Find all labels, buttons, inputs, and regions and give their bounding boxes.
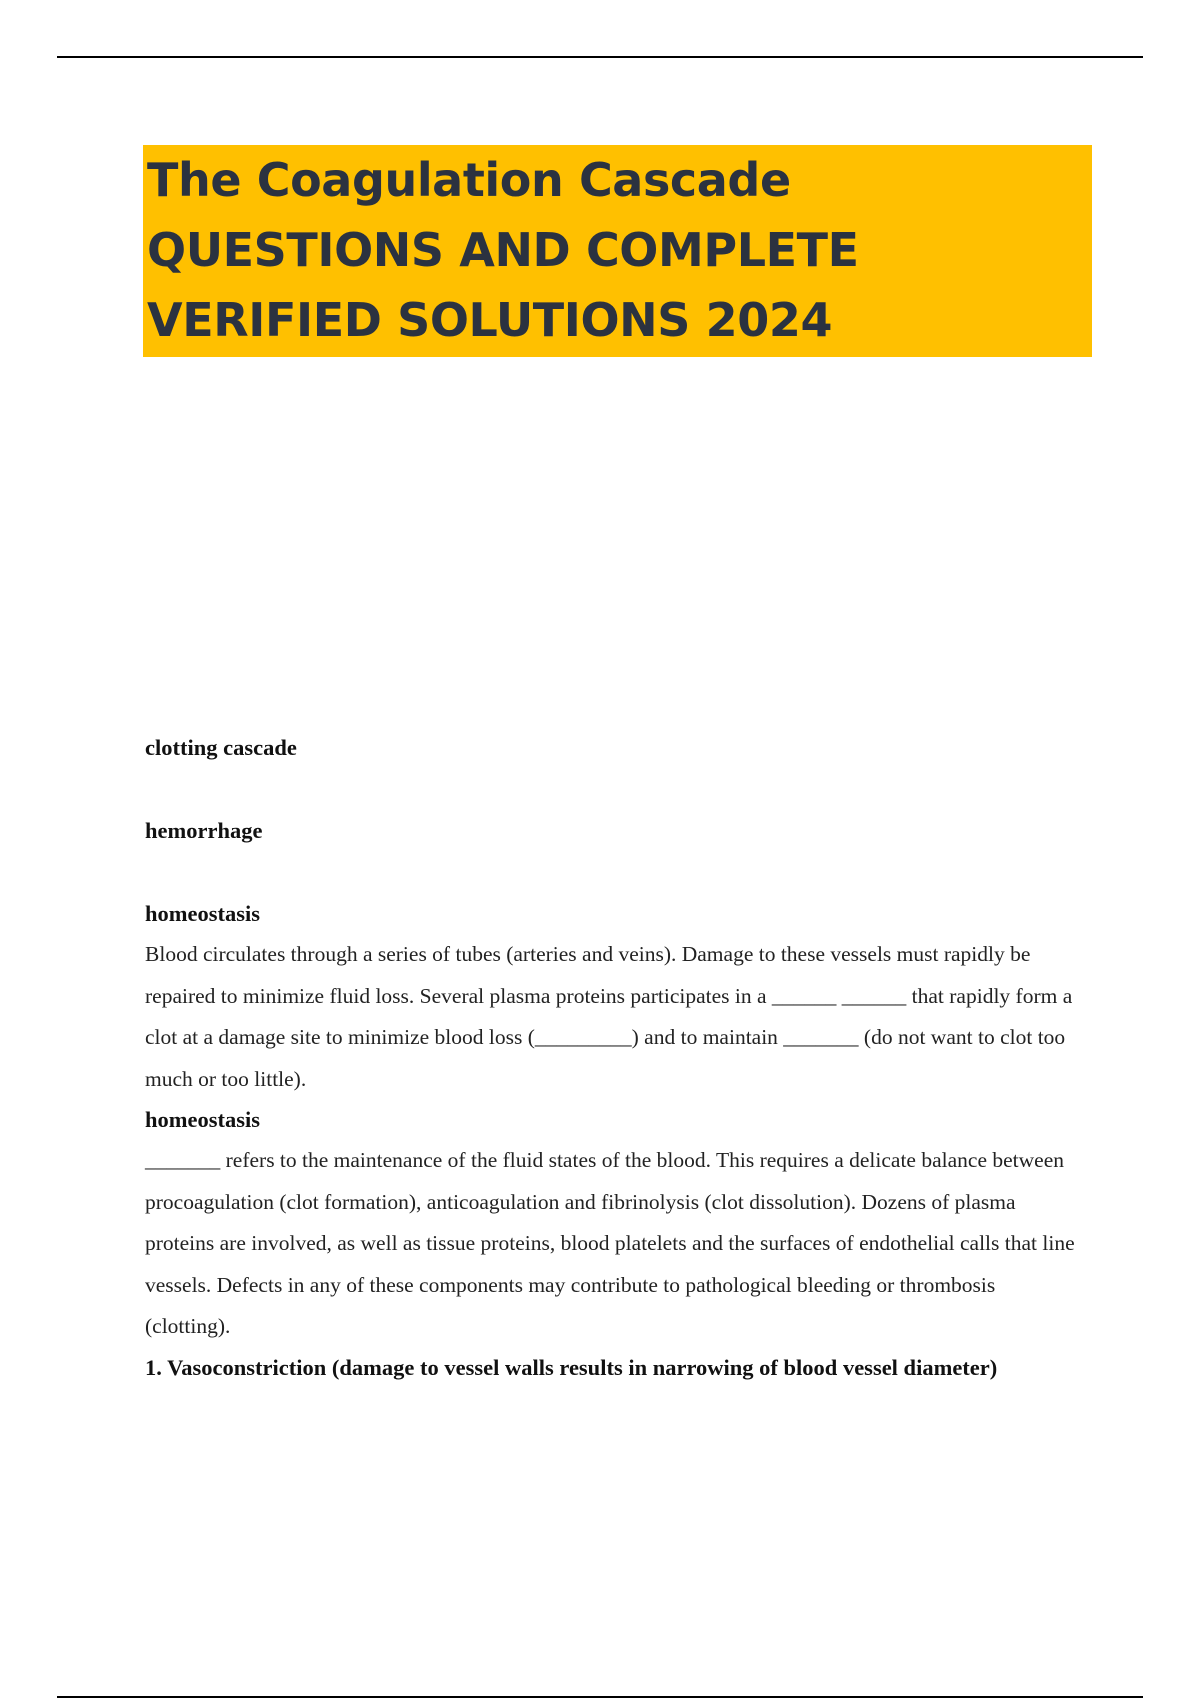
document-body: [145, 728, 1085, 1388]
title-banner: [143, 145, 1092, 357]
definition-homeostasis-1: Blood circulates through a series of tubes (arteries and veins). Damage to these vessels must rapidly be repaired to minimize fluid loss. Several plasma proteins participates in a ______ ______ that rapidly form a clot at a damage site to minimize blood loss (_________) and to maintain _______ (do not want to clot too much or too little).: [145, 942, 1073, 1091]
footer-rule: [57, 1696, 1143, 1698]
term-vasoconstriction: 1. Vasoconstriction (damage to vessel walls results in narrowing of blood vessel diameter): [145, 1354, 998, 1380]
definition-homeostasis-2: _______ refers to the maintenance of the fluid states of the blood. This requires a delicate balance between procoagulation (clot formation), anticoagulation and fibrinolysis (clot dissolution). Dozens of plasma proteins are involved, as well as tissue proteins, blood platelets and the surfaces of endothelial calls that line vessels. Defects in any of these components may contribute to pathological bleeding or thrombosis (clotting).: [145, 1148, 1075, 1338]
term-clotting-cascade: clotting cascade: [145, 735, 297, 760]
term-hemorrhage: hemorrhage: [145, 818, 263, 843]
spacer: [145, 768, 1085, 811]
document-title: The Coagulation Cascade QUESTIONS AND COMPLETE VERIFIED SOLUTIONS 2024: [147, 153, 859, 347]
term-homeostasis-1: homeostasis: [145, 901, 261, 926]
header-rule: [57, 56, 1143, 58]
spacer: [145, 851, 1085, 894]
term-homeostasis-2: homeostasis: [145, 1107, 261, 1132]
